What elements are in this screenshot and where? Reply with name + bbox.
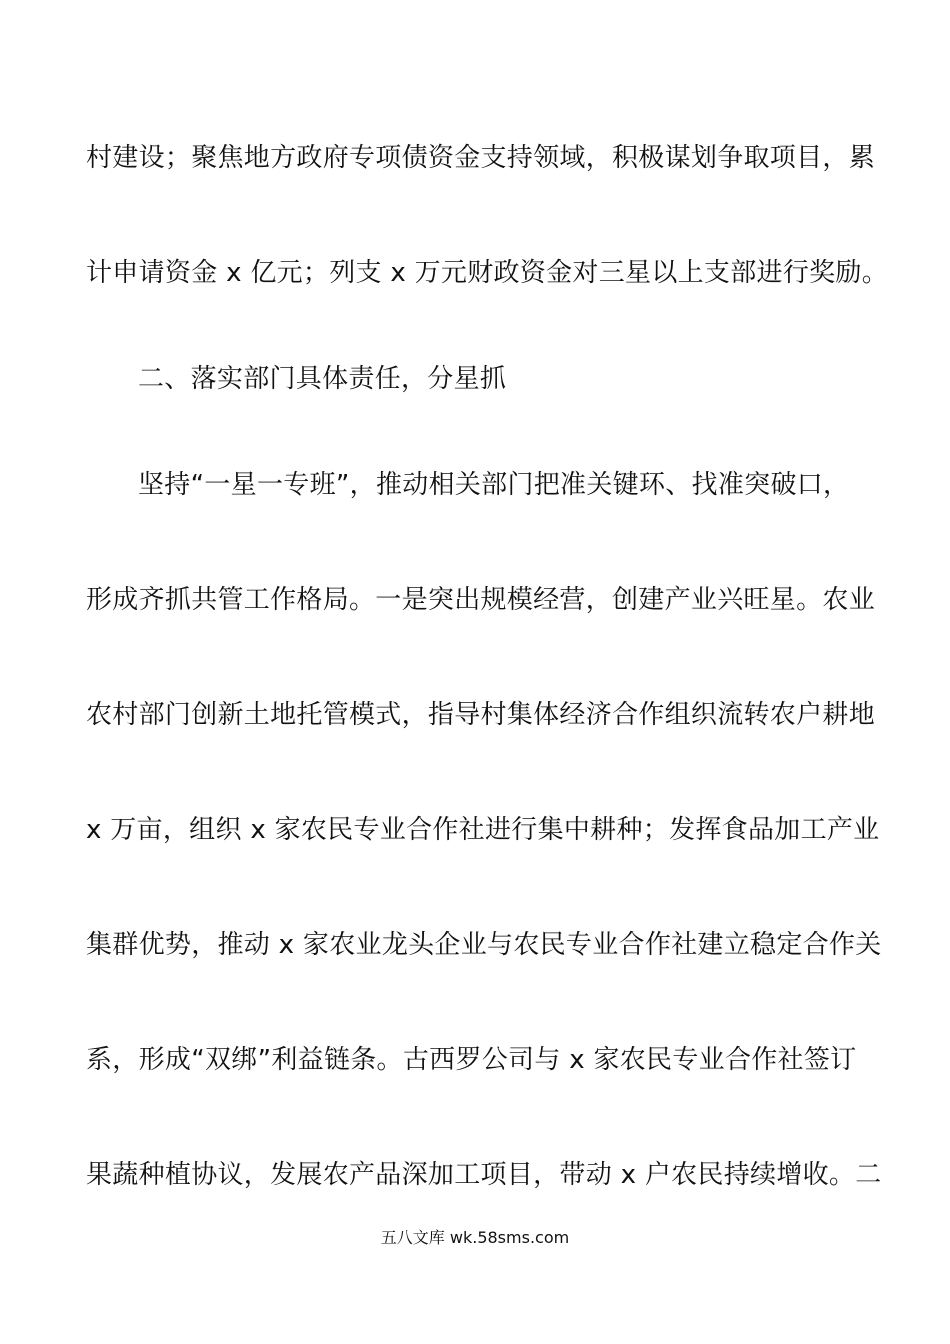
text-line-8: 集群优势，推动 x 家农业龙头企业与农民专业合作社建立稳定合作关 <box>86 930 882 960</box>
section-heading: 二、落实部门具体责任，分星抓 <box>138 364 507 394</box>
text-line-9: 系，形成“双绑”利益链条。古西罗公司与 x 家农民专业合作社签订 <box>86 1045 857 1075</box>
page-footer: 五八文库 wk.58sms.com <box>380 1228 570 1247</box>
text-line-2: 计申请资金 x 亿元；列支 x 万元财政资金对三星以上支部进行奖励。 <box>86 258 889 288</box>
text-line-1: 村建设；聚焦地方政府专项债资金支持领域，积极谋划争取项目，累 <box>86 143 876 173</box>
text-line-4: 坚持“一星一专班”，推动相关部门把准关键环、找准突破口， <box>138 470 850 500</box>
text-line-10: 果蔬种植协议，发展农产品深加工项目，带动 x 户农民持续增收。二 <box>86 1160 882 1190</box>
text-line-5: 形成齐抓共管工作格局。一是突出规模经营，创建产业兴旺星。农业 <box>86 585 876 615</box>
text-line-7: x 万亩，组织 x 家农民专业合作社进行集中耕种；发挥食品加工产业 <box>86 815 880 845</box>
text-line-6: 农村部门创新土地托管模式，指导村集体经济合作组织流转农户耕地 <box>86 700 876 730</box>
